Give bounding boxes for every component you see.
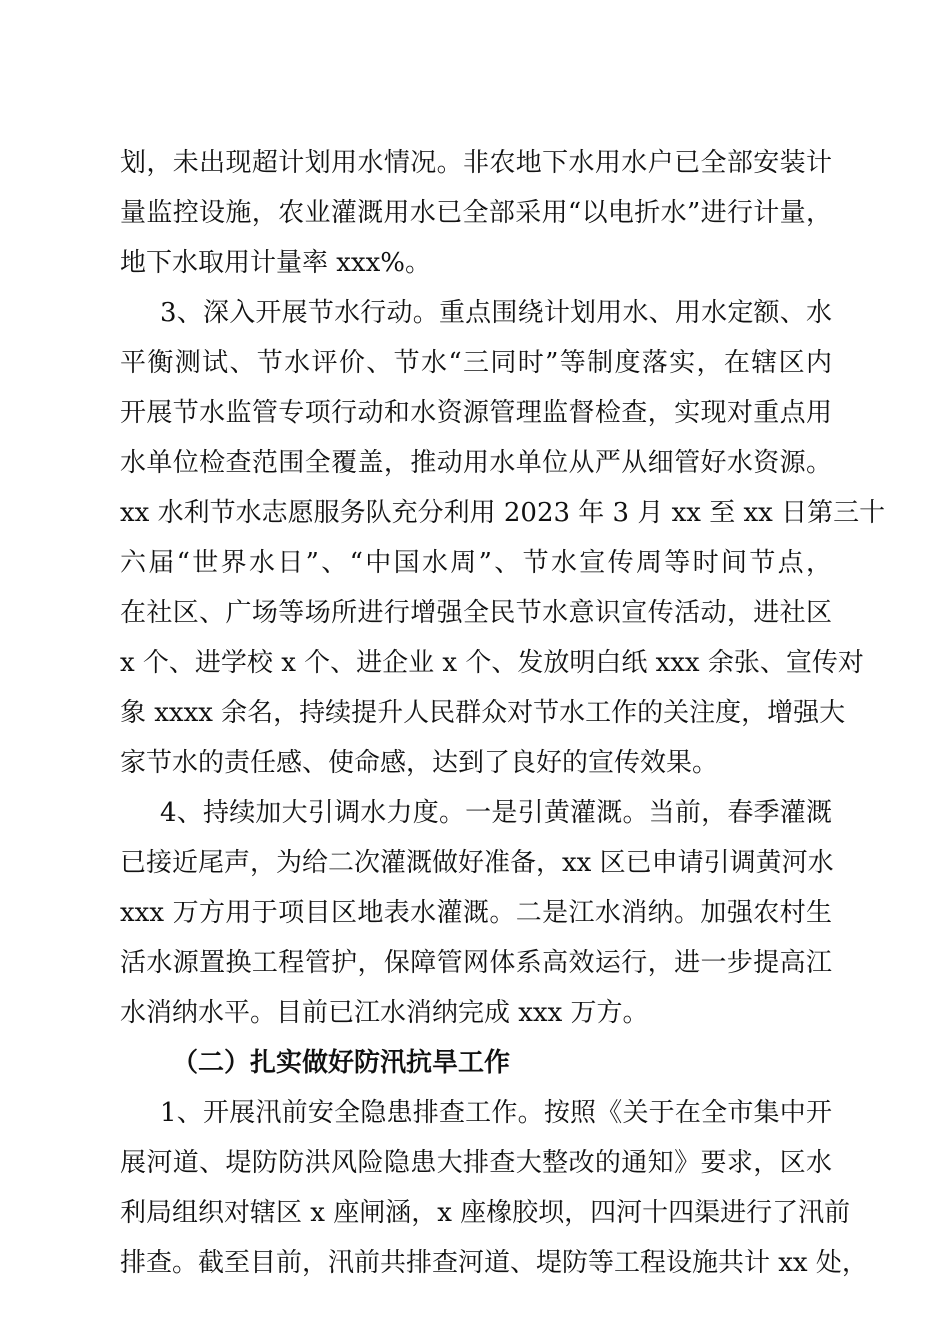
text-line: 3、深入开展节水行动。重点围绕计划用水、用水定额、水	[160, 298, 832, 328]
document-body	[120, 138, 886, 1288]
text-line: 平衡测试、节水评价、节水“三同时”等制度落实，在辖区内	[120, 348, 832, 378]
text-line: 展河道、堤防防洪风险隐患大排查大整改的通知》要求，区水	[120, 1148, 832, 1178]
text-line: 1、开展汛前安全隐患排查工作。按照《关于在全市集中开	[160, 1098, 832, 1128]
text-line: xx 水利节水志愿服务队充分利用 2023 年 3 月 xx 至 xx 日第三十	[120, 498, 886, 528]
text-line: 在社区、广场等场所进行增强全民节水意识宣传活动，进社区	[120, 598, 832, 628]
text-line: 量监控设施，农业灌溉用水已全部采用“以电折水”进行计量，	[120, 198, 832, 228]
text-line: 划，未出现超计划用水情况。非农地下水用水户已全部安装计	[120, 148, 832, 178]
text-line: 水单位检查范围全覆盖，推动用水单位从严从细管好水资源。	[120, 448, 832, 478]
paragraph-flood-inspection	[120, 1088, 868, 1288]
text-line: 已接近尾声，为给二次灌溉做好准备，xx 区已申请引调黄河水	[120, 848, 834, 878]
section-heading: （二）扎实做好防汛抗旱工作	[172, 1048, 511, 1078]
text-line: 利局组织对辖区 x 座闸涵，x 座橡胶坝，四河十四渠进行了汛前	[120, 1198, 851, 1228]
text-line: xxx 万方用于项目区地表水灌溉。二是江水消纳。加强农村生	[120, 898, 832, 928]
text-line: 活水源置换工程管护，保障管网体系高效运行，进一步提高江	[120, 948, 832, 978]
section-heading-flood-control	[120, 1038, 832, 1088]
text-line: 水消纳水平。目前已江水消纳完成 xxx 万方。	[120, 998, 649, 1028]
text-line: 家节水的责任感、使命感，达到了良好的宣传效果。	[120, 748, 719, 778]
text-line: 4、持续加大引调水力度。一是引黄灌溉。当前，春季灌溉	[160, 798, 832, 828]
paragraph-water-metering	[120, 138, 832, 288]
text-line: 六届“世界水日”、“中国水周”、节水宣传周等时间节点，	[120, 548, 832, 578]
paragraph-water-diversion	[120, 788, 832, 1038]
paragraph-water-saving-action	[120, 288, 886, 788]
text-line: 开展节水监管专项行动和水资源管理监督检查，实现对重点用	[120, 398, 832, 428]
text-line: 地下水取用计量率 xxx%。	[120, 248, 431, 278]
text-line: 排查。截至目前，汛前共排查河道、堤防等工程设施共计 xx 处，	[120, 1248, 868, 1278]
text-line: x 个、进学校 x 个、进企业 x 个、发放明白纸 xxx 余张、宣传对	[120, 648, 864, 678]
text-line: 象 xxxx 余名，持续提升人民群众对节水工作的关注度，增强大	[120, 698, 846, 728]
